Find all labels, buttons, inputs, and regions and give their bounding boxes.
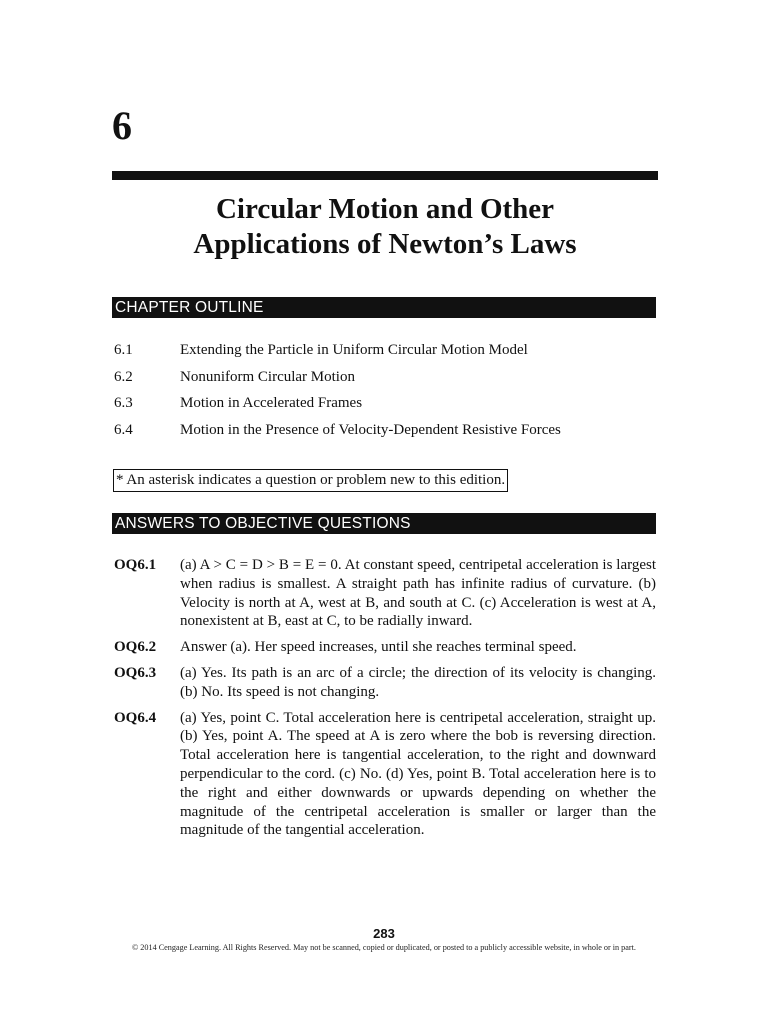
answer-text: (a) Yes. Its path is an arc of a circle; the direction of its velocity is changing. (b) No. Its speed is not changing. [180,664,656,700]
objective-answers [114,556,656,847]
answer-text: (a) Yes, point C. Total acceleration here is centripetal acceleration, straight up. (b) Yes, point A. The speed at A is zero where the bob is reversing direction. Total acceleration here is tangential acceleration, to the right and downward perpendicular to the cord. (c) No. (d) Yes, point B. Total acceleration here is to the right and either downwards or upwards depending on whether the magnitude of the centripetal acceleration is smaller or larger than the magnitude of the tangential acceleration. [180,709,656,839]
answer-item [114,709,656,841]
answer-text: Answer (a). Her speed increases, until she reaches terminal speed. [180,639,577,656]
chapter-rule [112,171,658,180]
answer-id: OQ6.4 [114,709,157,726]
chapter-title [112,192,658,262]
answer-item [114,638,656,657]
objective-answers-heading: ANSWERS TO OBJECTIVE QUESTIONS [112,513,656,534]
answer-id: OQ6.1 [114,557,157,573]
outline-item [114,364,654,391]
outline-item-number: 6.4 [114,421,133,438]
outline-item [114,417,654,444]
outline-item-number: 6.1 [114,342,133,358]
chapter-outline-heading: CHAPTER OUTLINE [112,297,656,318]
answer-id: OQ6.2 [114,639,157,656]
asterisk-note: * An asterisk indicates a question or problem new to this edition. [113,469,508,492]
outline-item-title: Motion in Accelerated Frames [180,395,363,411]
copyright-notice: © 2014 Cengage Learning. All Rights Reserved. May not be scanned, copied or duplicated, or posted to a publicly accessible website, in whole or in part. [132,943,636,952]
outline-item-number: 6.3 [114,395,133,411]
outline-item [114,337,654,364]
answer-id: OQ6.3 [114,664,157,681]
chapter-outline [114,337,654,443]
outline-item-title: Motion in the Presence of Velocity-Dependent Resistive Forces [180,421,561,438]
page-number: 283 [373,926,395,941]
chapter-number: 6 [112,103,132,148]
answer-item [114,556,656,631]
outline-item [114,390,654,417]
outline-item-title: Nonuniform Circular Motion [180,368,355,385]
outline-item-number: 6.2 [114,368,133,385]
answer-text: (a) A > C = D > B = E = 0. At constant speed, centripetal acceleration is largest when radius is smallest. A straight path has infinite radius of curvature. (b) Velocity is north at A, west at B, and south at C. (c) Acceleration is west at A, nonexistent at B, east at C, to be radially inward. [180,557,656,630]
answer-item [114,664,656,702]
chapter-title-line-2: Applications of Newton’s Laws [193,228,577,260]
chapter-title-line-1: Circular Motion and Other [215,193,555,225]
outline-item-title: Extending the Particle in Uniform Circular Motion Model [180,342,528,358]
